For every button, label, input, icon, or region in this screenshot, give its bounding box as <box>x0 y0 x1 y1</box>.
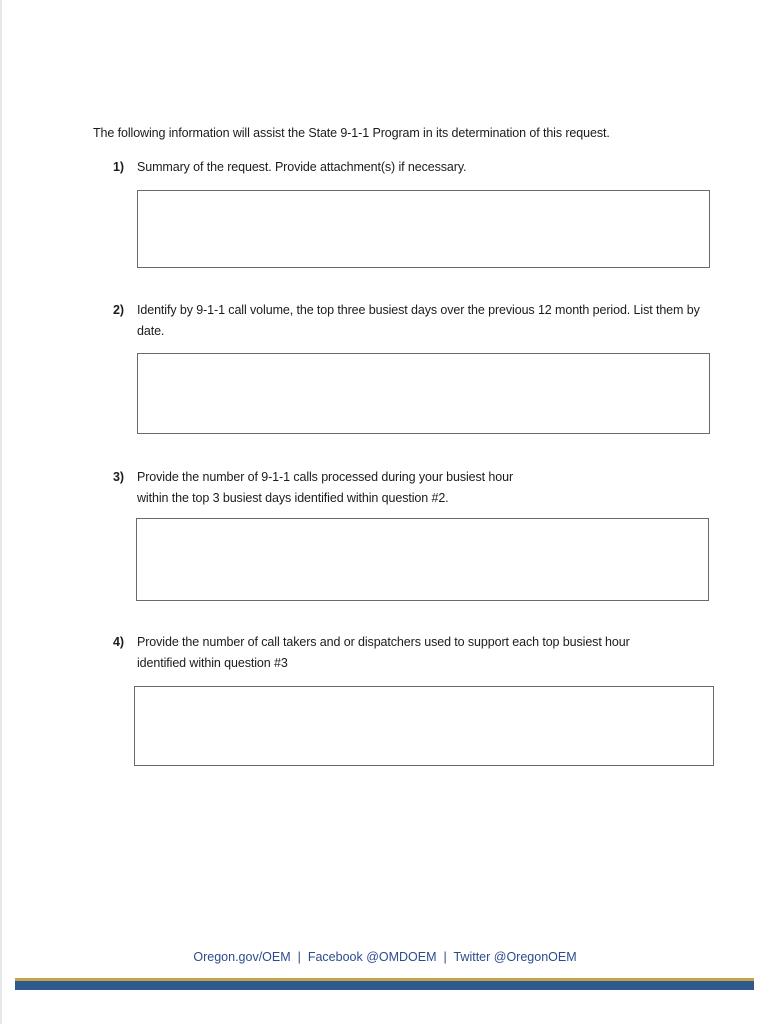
footer-website-link[interactable]: Oregon.gov/OEM <box>193 950 291 964</box>
footer-bar <box>15 978 754 990</box>
page-edge <box>0 0 2 1024</box>
question-text: Summary of the request. Provide attachment(s) if necessary. <box>137 160 467 174</box>
footer-twitter-link[interactable]: Twitter @OregonOEM <box>453 950 577 964</box>
footer-links <box>0 950 770 964</box>
footer-facebook-link[interactable]: Facebook @OMDOEM <box>307 950 437 964</box>
answer-box-3[interactable] <box>136 518 709 601</box>
answer-box-4[interactable] <box>134 686 714 766</box>
question-number: 4) <box>113 635 124 649</box>
answer-box-1[interactable] <box>137 190 710 268</box>
question-text: Provide the number of 9-1-1 calls processed during your busiest hour within the top 3 busiest days identified within question #2. <box>137 470 514 505</box>
footer-bar-blue-stripe <box>15 981 754 990</box>
question-number: 3) <box>113 470 124 484</box>
question-3 <box>113 467 537 509</box>
question-number: 2) <box>113 303 124 317</box>
question-4 <box>113 632 667 674</box>
question-1 <box>113 157 717 178</box>
question-2 <box>113 300 717 342</box>
footer-separator: | <box>297 950 301 964</box>
question-number: 1) <box>113 160 124 174</box>
intro-text: The following information will assist the State 9-1-1 Program in its determination of this request. <box>93 126 610 140</box>
question-text: Identify by 9-1-1 call volume, the top three busiest days over the previous 12 month period. List them by date. <box>137 303 700 338</box>
question-text: Provide the number of call takers and or dispatchers used to support each top busiest hour identified within question #3 <box>137 635 630 670</box>
answer-box-2[interactable] <box>137 353 710 434</box>
footer-separator: | <box>443 950 447 964</box>
